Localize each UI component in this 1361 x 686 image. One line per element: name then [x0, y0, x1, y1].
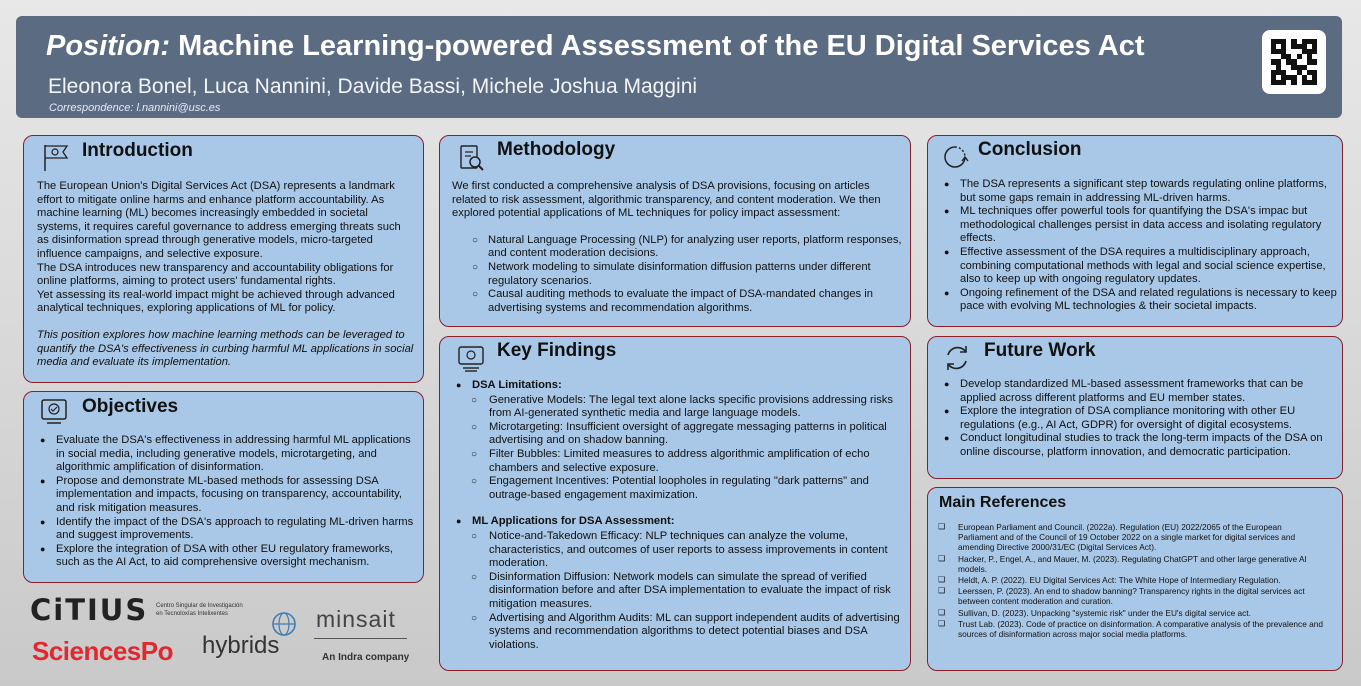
findings-group-ml-applications: ● ML Applications for DSA Assessment: — [453, 515, 905, 529]
hybrids-wordmark: hybrids — [202, 632, 280, 659]
future-work-item: ● Conduct longitudinal studies to track the long-term impacts of the DSA on online discourse, platform innovation, and democratic participation. — [941, 432, 1337, 459]
limitation-item: ○ Filter Bubbles: Limited measures to address algorithmic amplification of echo chambers and selective exposure. — [453, 448, 905, 475]
minsait-wordmark: minsait — [316, 606, 396, 632]
ml-application-item: ○ Advertising and Algorithm Audits: ML can support independent audits of advertising systems and recommendation algorithms to detect potential biases and DSA violations. — [453, 612, 905, 653]
citius-subtitle-1: Centro Singular de Investigación — [156, 603, 243, 609]
conclusion-panel — [927, 135, 1343, 327]
citius-wordmark: CiTIUS — [30, 593, 149, 627]
objectives-title: Objectives — [82, 396, 179, 417]
methodology-panel — [439, 135, 911, 327]
conclusion-list — [941, 178, 1337, 314]
limitation-item: ○ Generative Models: The legal text alone lacks specific provisions addressing risks from AI-generated synthetic media and large language models. — [453, 394, 905, 421]
title-text: Machine Learning-powered Assessment of the EU Digital Services Act — [170, 30, 1145, 62]
methodology-item: ○ Causal auditing methods to evaluate the impact of DSA-mandated changes in advertising systems and recommendation algorithms. — [452, 288, 902, 315]
references-title: Main References — [939, 494, 1067, 511]
qr-code[interactable] — [1262, 30, 1326, 94]
ml-application-item: ○ Disinformation Diffusion: Network models can simulate the spread of verified disinformation before and after DSA implementation to evaluate the impact of risk mitigation measures. — [453, 571, 905, 612]
findings-group-limitations: ● DSA Limitations: — [453, 379, 905, 393]
key-findings-title: Key Findings — [497, 340, 617, 361]
conclusion-item: ● ML techniques offer powerful tools for quantifying the DSA's impac but methodological challenges persist in data access and isolating regulatory effects. — [941, 205, 1337, 246]
methodology-item: ○ Network modeling to simulate disinformation diffusion patterns under different regulatory scenarios. — [452, 261, 902, 288]
qr-code-pattern — [1271, 39, 1317, 85]
conclusion-title: Conclusion — [978, 139, 1082, 160]
intro-paragraph-2: The DSA introduces new transparency and accountability obligations for online platforms, aiming to protect users' fundamental rights. — [37, 261, 394, 288]
intro-paragraph-3: Yet assessing its real-world impact might be achieved through advanced analytical techniques, exploring applications of ML for policy. — [37, 288, 395, 315]
future-work-panel — [927, 336, 1343, 479]
references-panel — [927, 487, 1343, 671]
reference-item: ❏ Leerssen, P. (2023). An end to shadow banning? Transparency rights in the digital services act between content moderation and curation. — [938, 586, 1323, 606]
reference-item: ❏ Hacker, P., Engel, A., and Mauer, M. (2023). Regulating ChatGPT and other large generative AI models. — [938, 554, 1323, 574]
limitation-item: ○ Microtargeting: Insufficient oversight of aggregate messaging patterns in political advertising and on shadow banning. — [453, 421, 905, 448]
introduction-panel — [23, 135, 424, 383]
objective-item: ● Identify the impact of the DSA's approach to regulating ML-driven harms and suggest improvements. — [37, 516, 415, 543]
ml-application-item: ○ Notice-and-Takedown Efficacy: NLP techniques can analyze the volume, characteristics, and outcomes of user reports to assess improvements in content moderation. — [453, 530, 905, 571]
monitor-analysis-icon — [456, 344, 486, 374]
reference-item: ❏ Heldt, A. P. (2022). EU Digital Services Act: The White Hope of Intermediary Regulation. — [938, 575, 1323, 585]
conclusion-item: ● Ongoing refinement of the DSA and related regulations is necessary to keep pace with evolving ML technologies & their societal impacts. — [941, 287, 1337, 314]
document-search-icon — [456, 143, 486, 173]
objectives-panel — [23, 391, 424, 583]
conclusion-item: ● The DSA represents a significant step towards regulating online platforms, but some gaps remain in addressing ML-driven harms. — [941, 178, 1337, 205]
limitation-item: ○ Engagement Incentives: Potential loopholes in regulating "dark patterns" and outrage-based engagement maximization. — [453, 475, 905, 502]
methodology-title: Methodology — [497, 139, 616, 160]
cycle-arrow-icon — [940, 142, 970, 172]
flag-icon — [41, 142, 71, 172]
objective-item: ● Evaluate the DSA's effectiveness in addressing harmful ML applications in social media, including generative models, microtargeting, and algorithmic amplification of disinformation. — [37, 434, 415, 475]
methodology-list — [452, 234, 902, 316]
future-work-item: ● Develop standardized ML-based assessment frameworks that can be applied across different platforms and EU member states. — [941, 378, 1337, 405]
qr-module — [1312, 80, 1317, 85]
future-work-title: Future Work — [984, 340, 1096, 361]
methodology-item: ○ Natural Language Processing (NLP) for analyzing user reports, platform responses, and content moderation decisions. — [452, 234, 902, 261]
objective-item: ● Explore the integration of DSA with other EU regulatory frameworks, such as the AI Act, to aid comprehensive oversight mechanism. — [37, 543, 415, 570]
introduction-title: Introduction — [82, 140, 193, 161]
reference-item: ❏ European Parliament and Council. (2022a). Regulation (EU) 2022/2065 of the European Parliament and of the Council of 19 October 2022 on a single market for digital services and amending Directive 2000/31/EC (Digital Services Act). — [938, 522, 1323, 553]
title-italic: Position: — [46, 30, 171, 62]
objectives-list — [37, 434, 415, 570]
indra-tagline: An Indra company — [322, 652, 410, 663]
reference-item: ❏ Trust Lab. (2023). Code of practice on disinformation. A comparative analysis of the prevalence and sources of disinformation across major social media platforms. — [938, 619, 1323, 639]
minsait-divider — [314, 638, 407, 639]
future-work-item: ● Explore the integration of DSA compliance monitoring with other EU regulations (e.g., AI Act, GDPR) for oversight of digital ecosystems. — [941, 405, 1337, 432]
ml-applications-list — [453, 530, 905, 652]
methodology-intro: We first conducted a comprehensive analysis of DSA provisions, focusing on articles related to risk assessment, algorithmic transparency, and content moderation. We then explored potential applications of ML techniques for policy impact assessment: — [452, 180, 881, 220]
introduction-body — [37, 180, 415, 370]
objective-item: ● Propose and demonstrate ML-based methods for assessing DSA implementation and impacts, focusing on transparency, accountability, and risk mitigation measures. — [37, 475, 415, 516]
reference-item: ❏ Sullivan, D. (2023). Unpacking "systemic risk" under the EU's digital service act. — [938, 608, 1323, 618]
future-work-list — [941, 378, 1337, 460]
hybrids-logo — [200, 610, 300, 670]
authors: Eleonora Bonel, Luca Nannini, Davide Bassi, Michele Joshua Maggini — [48, 75, 698, 98]
refresh-icon — [942, 343, 972, 373]
poster-title — [46, 30, 1145, 63]
conclusion-item: ● Effective assessment of the DSA requires a multidisciplinary approach, combining computational methods with legal and social science expertise, also to keep up with ongoing regulatory updates. — [941, 246, 1337, 287]
sciencespo-logo: SciencesPo — [32, 636, 173, 666]
citius-subtitle-2: en Tecnoloxías Intelixentes — [156, 611, 228, 617]
limitations-list — [453, 394, 905, 503]
presentation-board-icon — [39, 397, 69, 427]
correspondence: Correspondence: l.nannini@usc.es — [49, 102, 221, 114]
key-findings-panel — [439, 336, 911, 671]
key-findings-body — [453, 379, 905, 652]
poster-header — [16, 16, 1342, 118]
methodology-body — [452, 180, 902, 315]
intro-position-statement: This position explores how machine learning methods can be leveraged to quantify the DSA's effectiveness in curbing harmful ML applications in social media and evaluate its implementation. — [37, 328, 414, 369]
references-list — [938, 522, 1323, 640]
intro-paragraph-1: The European Union's Digital Services Act (DSA) represents a landmark effort to mitigate online harms and enhance platform accountability. As machine learning (ML) becomes increasingly embedded in societal systems, it requires careful governance to address emerging threats such as disinformation spread through generative models, micro-targeted influence campaigns, and selective exposure. — [37, 180, 401, 260]
minsait-logo — [314, 606, 409, 666]
